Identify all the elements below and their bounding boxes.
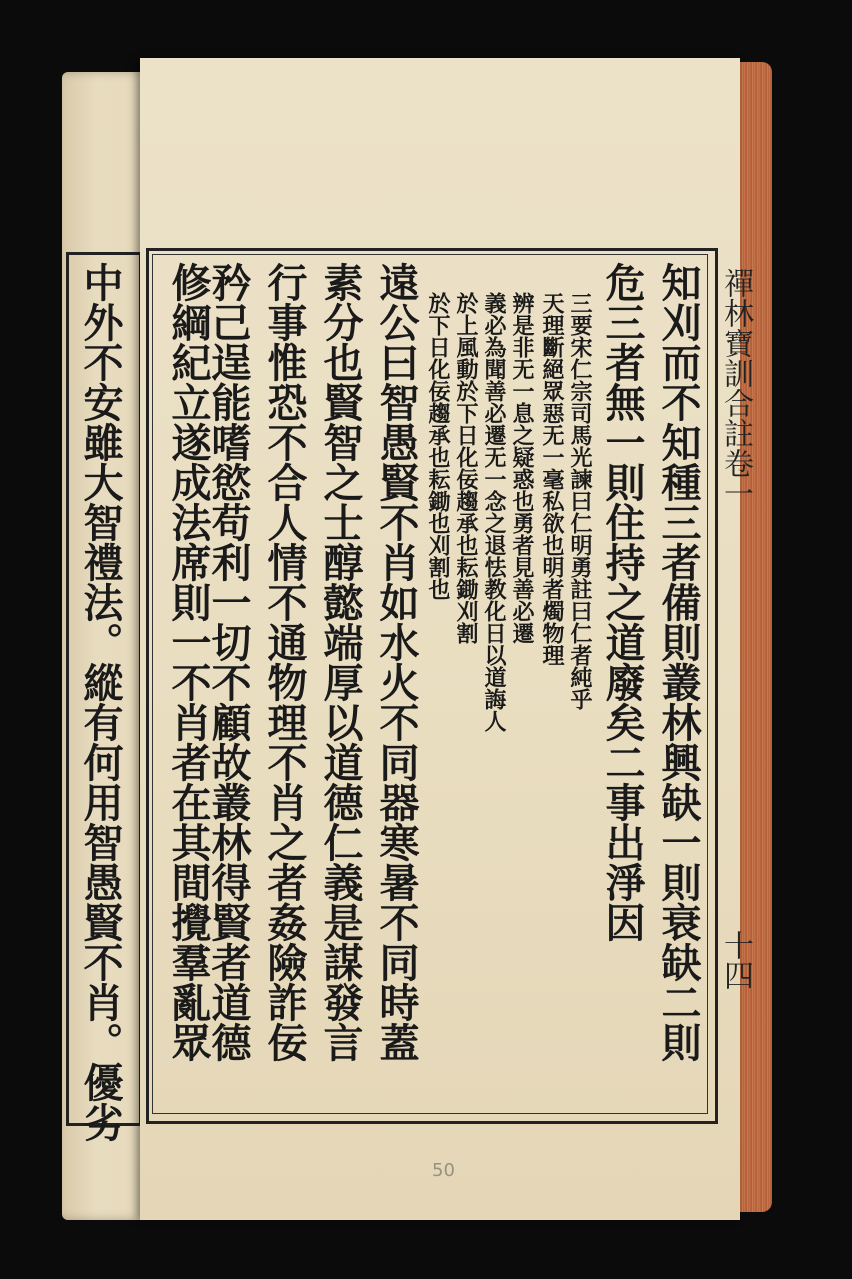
- text-column-12: 矜己逞能嗜慾苟利一切不顧故叢林得賢者道德: [205, 262, 252, 1062]
- page-edges: [738, 62, 772, 1212]
- text-column-10: 素分也賢智之士醇懿端厚以道德仁義是謀發言: [317, 262, 364, 1062]
- text-column-7: 於上風動於下日化佞趨承也耘鋤刈割: [453, 292, 479, 644]
- text-column-4: 天理斷絕眾惡无一毫私欲也明者燭物理: [539, 292, 565, 666]
- text-column-11: 行事惟恐不合人情不通物理不肖之者姦險詐佞: [261, 262, 308, 1062]
- leaf-number: 十四: [718, 930, 753, 990]
- text-column-6: 義必為聞善必遷无一念之退怯教化日以道誨人: [481, 292, 507, 732]
- left-page-column: 中外不安雖大智禮法。縱有何用智愚賢不肖。優劣: [77, 262, 124, 1142]
- text-column-2: 危三者無一則住持之道廢矣二事出淨因: [599, 262, 646, 942]
- text-column-3: 三要宋仁宗司馬光諫曰仁明勇註曰仁者純乎: [567, 292, 593, 710]
- pencil-mark: 50: [432, 1160, 455, 1181]
- margin-title: 禪林寶訓合註卷一: [718, 268, 753, 508]
- text-column-8: 於下日化佞趨承也耘鋤也刈割也: [425, 292, 451, 600]
- text-column-5: 辨是非无一息之疑惑也勇者見善必遷: [509, 292, 535, 644]
- text-column-1: 知刈而不知種三者備則叢林興缺一則衰缺二則: [655, 262, 702, 1062]
- text-column-13: 修綱紀立遂成法席則一不肖者在其間攪羣亂眾: [165, 262, 212, 1062]
- text-column-9: 遠公曰智愚賢不肖如水火不同器寒暑不同時蓋: [373, 262, 420, 1062]
